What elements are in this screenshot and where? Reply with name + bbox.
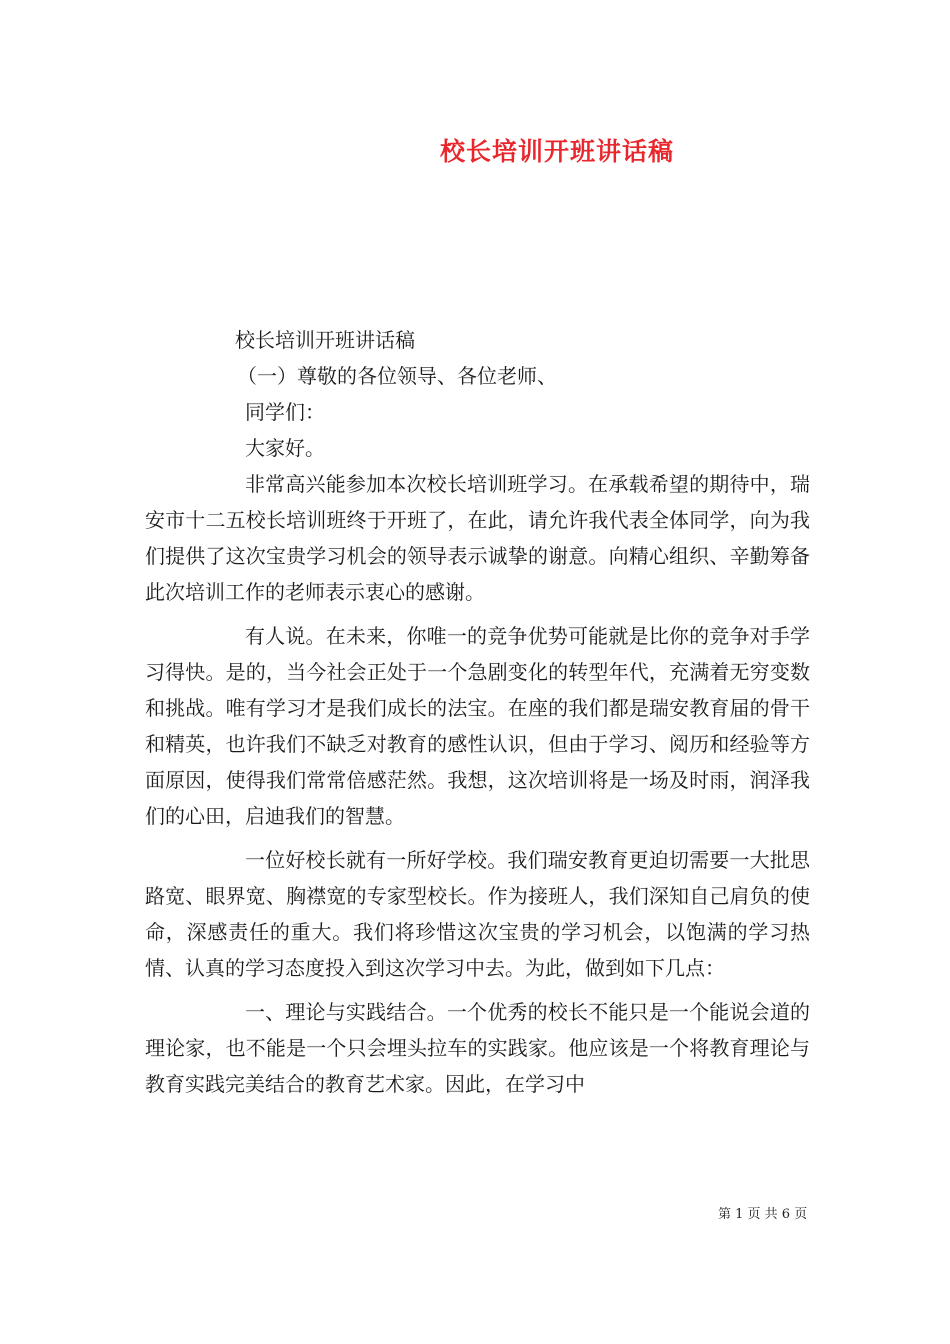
paragraph-opening: 非常高兴能参加本次校长培训班学习。在承载希望的期待中，瑞安市十二五校长培训班终于开班了，在此，请允许我代表全体同学，向为我们提供了这次宝贵学习机会的领导表示诚挚的谢意。向精心组织、辛勤筹备此次培训工作的老师表示衷心的感谢。	[145, 472, 810, 604]
document-title: 校长培训开班讲话稿	[440, 137, 675, 166]
salutation-line: （一）尊敬的各位领导、各位老师、	[237, 364, 557, 388]
paragraph-learning: 有人说。在未来，你唯一的竞争优势可能就是比你的竞争对手学习得快。是的，当今社会正处于一个急剧变化的转型年代，充满着无穷变数和挑战。唯有学习才是我们成长的法宝。在座的我们都是瑞安教育届的骨干和精英，也许我们不缺乏对教育的感性认识，但由于学习、阅历和经验等方面原因，使得我们常常倍感茫然。我想，这次培训将是一场及时雨，润泽我们的心田，启迪我们的智慧。	[145, 624, 810, 828]
document-subtitle: 校长培训开班讲话稿	[235, 328, 415, 352]
page-number-footer: 第 1 页 共 6 页	[718, 1207, 808, 1222]
greeting-line: 大家好。	[245, 436, 325, 460]
paragraph-point-one: 一、理论与实践结合。一个优秀的校长不能只是一个能说会道的理论家，也不能是一个只会埋头拉车的实践家。他应该是一个将教育理论与教育实践完美结合的教育艺术家。因此，在学习中	[145, 1000, 810, 1096]
document-body	[145, 322, 810, 1102]
salutation-continuation: 同学们：	[245, 400, 325, 424]
paragraph-good-principal: 一位好校长就有一所好学校。我们瑞安教育更迫切需要一大批思路宽、眼界宽、胸襟宽的专家型校长。作为接班人，我们深知自己肩负的使命，深感责任的重大。我们将珍惜这次宝贵的学习机会，以饱满的学习热情、认真的学习态度投入到这次学习中去。为此，做到如下几点：	[145, 848, 810, 980]
